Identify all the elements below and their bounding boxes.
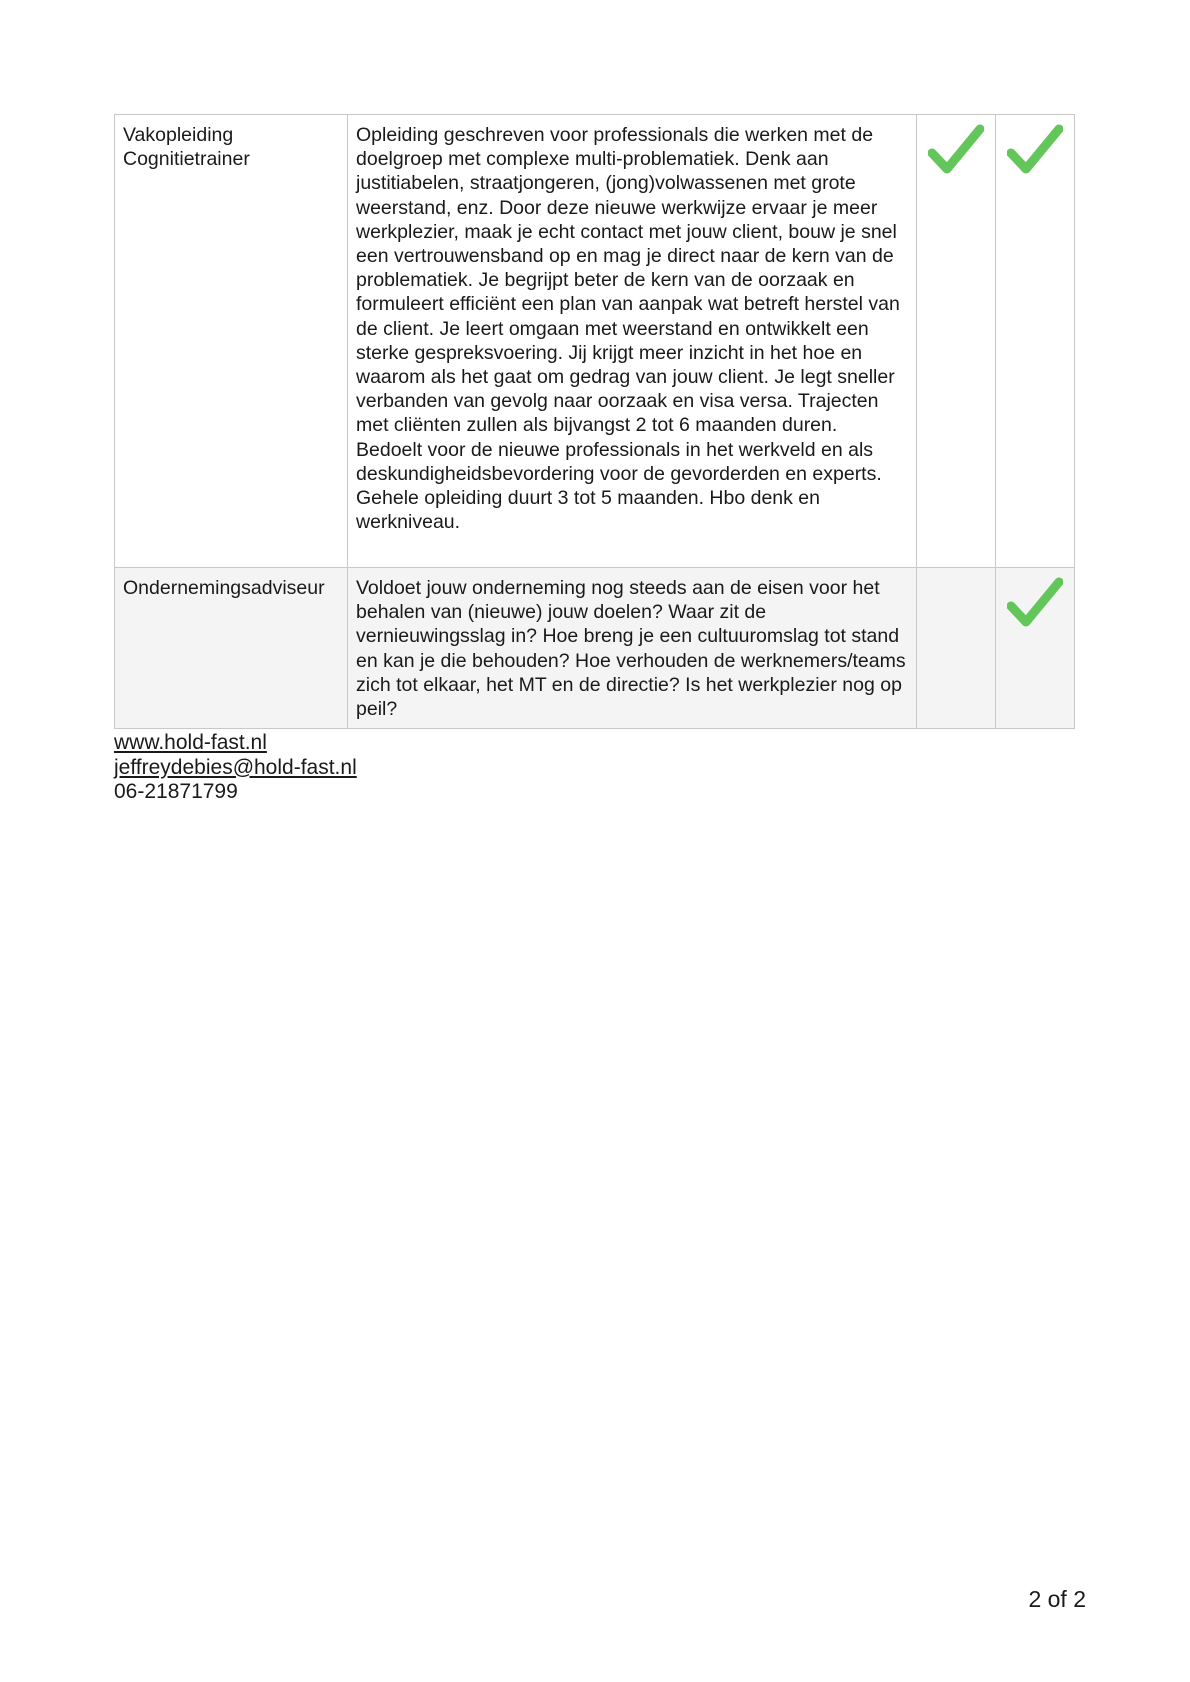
check-cell-2 [996,115,1075,568]
website-link[interactable]: www.hold-fast.nl [114,731,267,754]
checkmark-icon [928,123,984,177]
email-link[interactable]: jeffreydebies@hold-fast.nl [114,755,357,779]
table-row [115,568,1075,729]
course-description-cell [348,115,917,568]
table-row [115,115,1075,568]
course-name-cell [115,568,348,729]
course-description: Opleiding geschreven voor professionals die werken met de doelgroep met complexe multi-problematiek. Denk aan justitiabelen, straatjongeren, (jong)volwassenen met grote weerstand, enz. Door deze nieuwe werkwijze ervaar je meer werkplezier, maak je echt contact met jouw client, bouw je snel een vertrouwensband op en mag je direct naar de kern van de problematiek. Je begrijpt beter de kern van de oorzaak en formuleert efficiënt een plan van aanpak wat betreft herstel van de client. Je leert omgaan met weerstand en ontwikkelt een sterke gespreksvoering. Jij krijgt meer inzicht in het hoe en waarom als het gaat om gedrag van jouw client. Je legt sneller verbanden van gevolg naar oorzaak en visa versa. Trajecten met cliënten zullen als bijvangst 2 tot 6 maanden duren. Bedoelt voor de nieuwe professionals in het werkveld en als deskundigheidsbevordering voor de gevorderden en experts. Gehele opleiding duurt 3 tot 5 maanden. Hbo denk en werkniveau. [356,124,900,534]
check-cell-1 [917,115,996,568]
course-description: Voldoet jouw onderneming nog steeds aan de eisen voor het behalen van (nieuwe) jouw doelen? Waar zit de vernieuwingsslag in? Hoe breng je een cultuuromslag tot stand en kan je die behouden? Hoe verhouden de werknemers/teams zich tot elkaar, het MT en de directie? Is het werkplezier nog op peil? [356,577,906,721]
checkmark-icon [1007,123,1063,177]
course-name: Vakopleiding Cognitietrainer [123,124,250,171]
course-name-cell [115,115,348,568]
check-cell-2 [996,568,1075,729]
course-table [114,114,1075,729]
course-name: Ondernemingsadviseur [123,577,325,599]
contact-block [114,731,357,805]
page-number: 2 of 2 [1028,1586,1086,1612]
phone-number: 06-21871799 [114,780,238,803]
course-description-cell [348,568,917,729]
check-cell-1 [917,568,996,729]
checkmark-icon [1007,576,1063,630]
